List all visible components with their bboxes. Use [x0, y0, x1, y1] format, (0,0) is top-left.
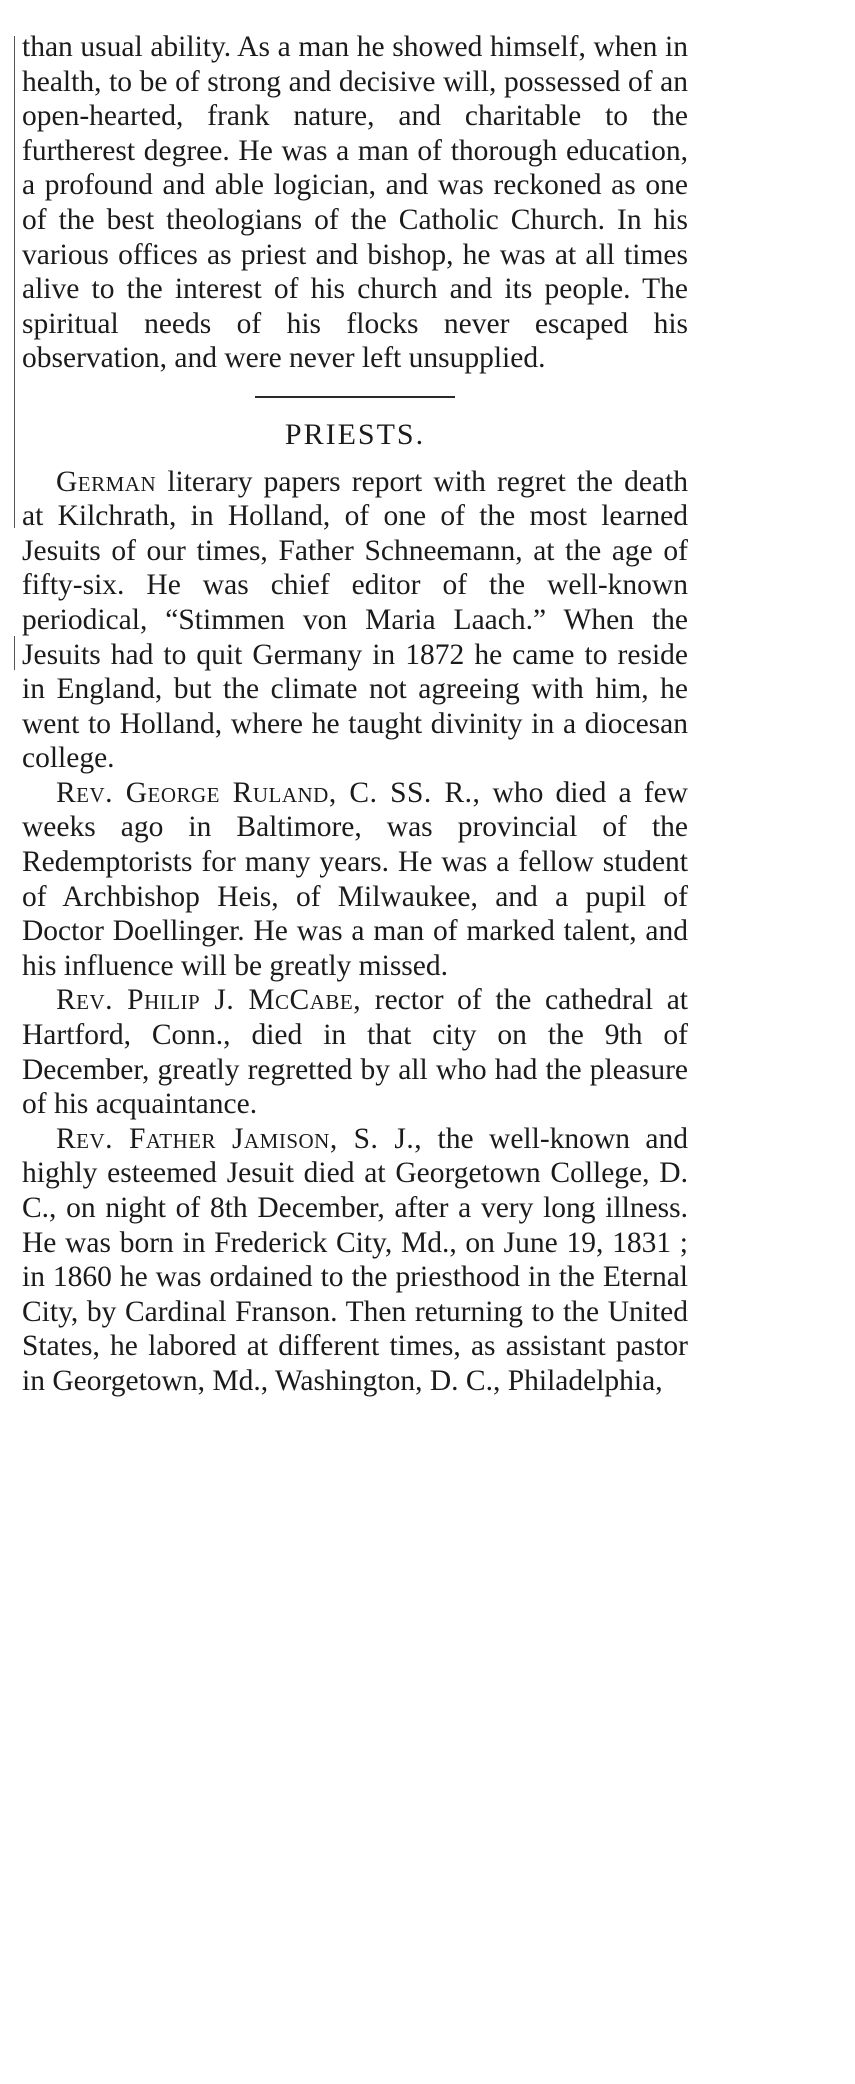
entry-lead: German: [56, 465, 157, 498]
margin-mark-top: [14, 36, 15, 528]
margin-mark-section: [14, 636, 15, 670]
intro-paragraph: than usual ability. As a man he showed himself, when in health, to be of strong and decisive will, possessed of an open-hearted, frank nature, and charitable to the furtherest degree. He was a man of thorough education, a profound and able logician, and was reckoned as one of the best theologians of the Catholic Church. In his various offices as priest and bishop, he was at all times alive to the interest of his church and its people. The spiritual needs of his flocks never escaped his observation, and were never left unsupplied.: [22, 31, 688, 375]
obituary-entry: [22, 465, 688, 776]
entry-text: literary papers report with regret the death at Kilchrath, in Holland, of one of the most learned Jesuits of our times, Father Schneemann, at the age of fifty-six. He was chief editor of the well-known periodical, “Stimmen von Maria Laach.” When the Jesuits had to quit Germany in 1872 he came to reside in England, but the climate not agreeing with him, he went to Holland, where he taught divinity in a diocesan college.: [22, 465, 688, 775]
entry-lead: Rev. George Ruland, C. SS. R.,: [56, 776, 481, 809]
entry-lead: Rev. Philip J. McCabe,: [56, 984, 362, 1017]
section-divider: [255, 396, 455, 398]
text-column: [22, 30, 688, 1399]
obituary-entry: [22, 1122, 688, 1399]
section-heading: PRIESTS.: [284, 417, 426, 451]
obituary-entry: [22, 983, 688, 1121]
entry-text: the well-known and highly esteemed Jesuit died at Georgetown College, D. C., on night of 8th December, after a very long illness. He was born in Frederick City, Md., on June 19, 1831 ; in 1860 he was ordained to the priesthood in the Eternal City, by Cardinal Franson. Then returning to the United States, he labored at different times, as assistant pastor in Georgetown, Md., Washington, D. C., Philadelphia,: [22, 1122, 688, 1397]
obituary-entry: [22, 776, 688, 984]
entry-text: rector of the cathedral at Hartford, Conn., died in that city on the 9th of December, greatly regretted by all who had the pleasure of his acquaintance.: [22, 984, 688, 1121]
entry-lead: Rev. Father Jamison, S. J.,: [56, 1122, 423, 1155]
entry-text: who died a few weeks ago in Baltimore, was provincial of the Redemptorists for many years. He was a fellow student of Archbishop Heis, of Milwaukee, and a pupil of Doctor Doellinger. He was a man of marked talent, and his influence will be greatly missed.: [22, 776, 688, 982]
